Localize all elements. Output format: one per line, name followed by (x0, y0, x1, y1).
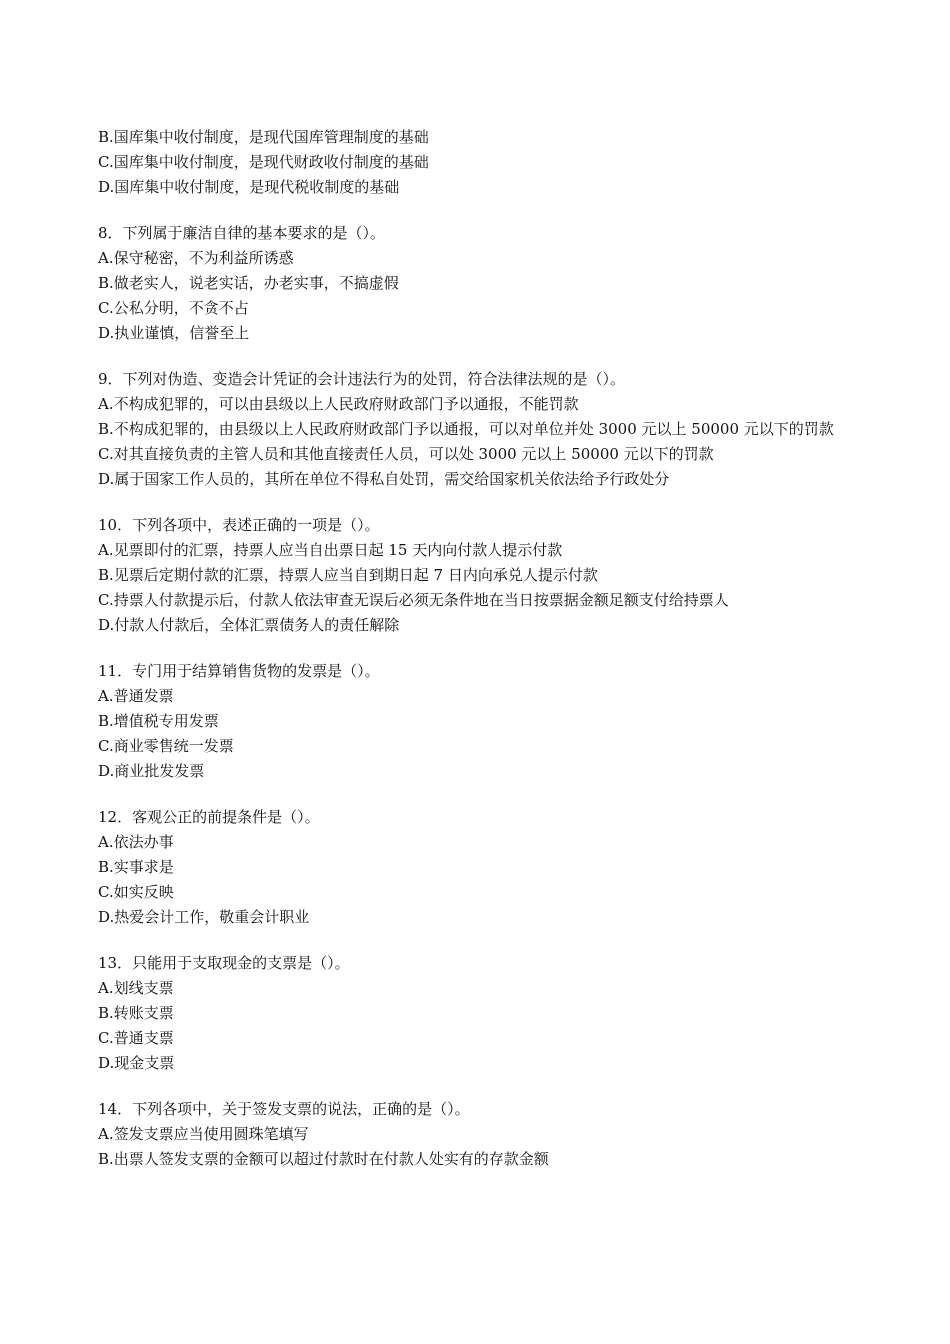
option-d: D.商业批发发票 (98, 761, 205, 780)
option-b: B.不构成犯罪的，由县级以上人民政府财政部门予以通报，可以对单位并处 3000 元以上 50000 元以下的罚款 (98, 419, 834, 438)
option-a: A.见票即付的汇票，持票人应当自出票日起 15 天内向付款人提示付款 (98, 541, 563, 560)
option-c: C.持票人付款提示后，付款人依法审查无误后必须无条件地在当日按票据金额足额支付给持票人 (98, 590, 729, 609)
option-a: A.签发支票应当使用圆珠笔填写 (98, 1125, 309, 1144)
option-d: D.属于国家工作人员的，其所在单位不得私自处罚，需交给国家机关依法给予行政处分 (98, 469, 670, 488)
question-text: 11．专门用于结算销售货物的发票是（）。 (98, 662, 380, 681)
option-c: C.普通支票 (98, 1028, 174, 1047)
option-b: B.实事求是 (98, 857, 174, 876)
question-block-11 (98, 659, 855, 783)
option-b: B.增值税专用发票 (98, 711, 219, 730)
question-text: 9．下列对伪造、变造会计凭证的会计违法行为的处罚，符合法律法规的是（）。 (98, 370, 626, 389)
option-b: B.转账支票 (98, 1003, 174, 1022)
option-a: A.普通发票 (98, 687, 174, 706)
question-block-9 (98, 367, 855, 491)
question-block-13 (98, 951, 855, 1075)
option-d: D.执业谨慎，信誉至上 (98, 323, 250, 342)
question-text: 12．客观公正的前提条件是（）。 (98, 808, 320, 827)
question-text: 13．只能用于支取现金的支票是（）。 (98, 954, 350, 973)
option-c: C.如实反映 (98, 882, 174, 901)
question-block-8 (98, 221, 855, 345)
question-text: 10．下列各项中，表述正确的一项是（）。 (98, 516, 380, 535)
question-block-12 (98, 805, 855, 929)
option-a: A.不构成犯罪的，可以由县级以上人民政府财政部门予以通报，不能罚款 (98, 395, 579, 414)
option-c: C.商业零售统一发票 (98, 736, 234, 755)
question-text: 14．下列各项中，关于签发支票的说法，正确的是（）。 (98, 1100, 470, 1119)
question-text: 8．下列属于廉洁自律的基本要求的是（）。 (98, 224, 386, 243)
question-block-14 (98, 1097, 855, 1171)
option-a: A.依法办事 (98, 833, 174, 852)
option-a: A.划线支票 (98, 979, 174, 998)
option-d: D.热爱会计工作，敬重会计职业 (98, 907, 310, 926)
option-b: B.做老实人，说老实话，办老实事，不搞虚假 (98, 273, 399, 292)
question-block-7-continued (98, 125, 855, 199)
option-d: D.现金支票 (98, 1053, 175, 1072)
option-c: C.公私分明，不贪不占 (98, 298, 249, 317)
option-b: B.出票人签发支票的金额可以超过付款时在付款人处实有的存款金额 (98, 1149, 549, 1168)
option-d: D.付款人付款后，全体汇票债务人的责任解除 (98, 615, 400, 634)
option-a: A.保守秘密，不为利益所诱惑 (98, 249, 294, 268)
option-c: C.对其直接负责的主管人员和其他直接责任人员，可以处 3000 元以上 50000 元以下的罚款 (98, 444, 714, 463)
option-b: B.见票后定期付款的汇票，持票人应当自到期日起 7 日内向承兑人提示付款 (98, 565, 598, 584)
option-c: C.国库集中收付制度，是现代财政收付制度的基础 (98, 152, 429, 171)
question-block-10 (98, 513, 855, 637)
option-b: B.国库集中收付制度，是现代国库管理制度的基础 (98, 128, 429, 146)
option-d: D.国库集中收付制度，是现代税收制度的基础 (98, 177, 400, 196)
